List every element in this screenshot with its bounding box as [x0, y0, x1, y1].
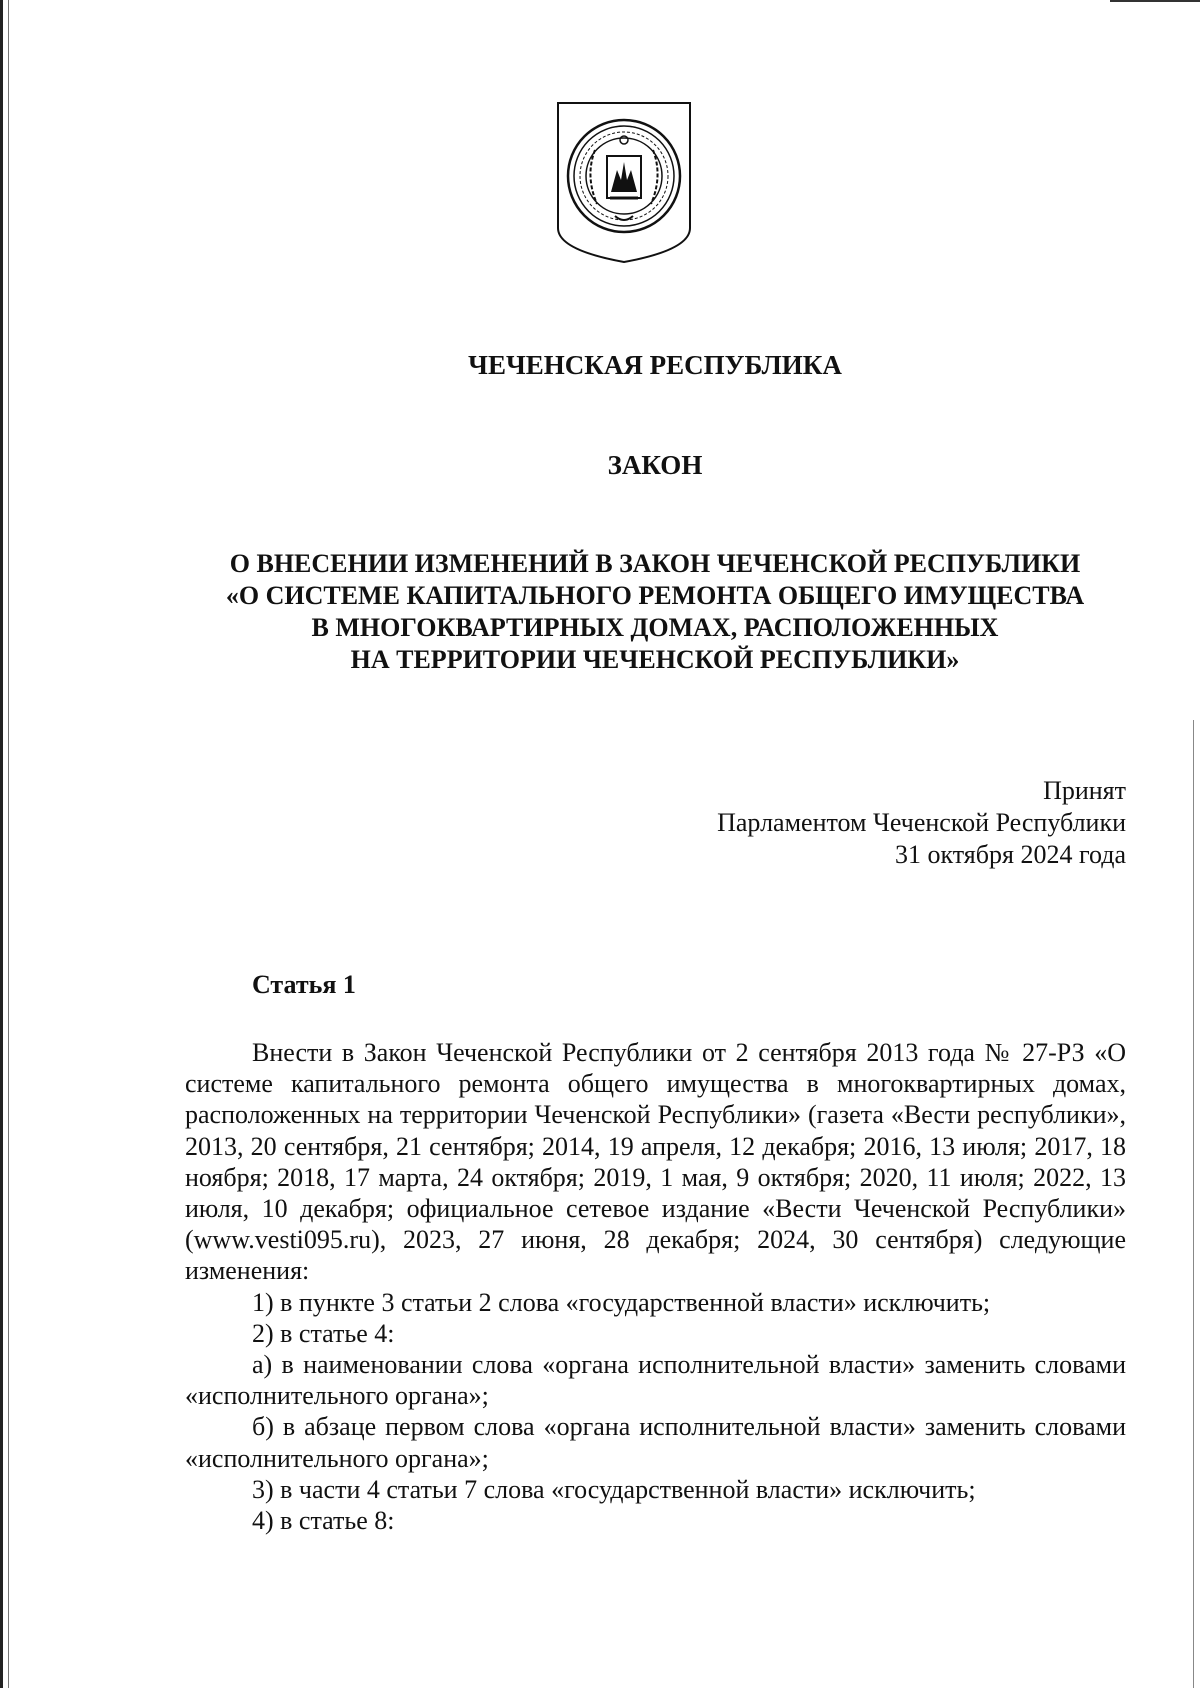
law-title-line: В МНОГОКВАРТИРНЫХ ДОМАХ, РАСПОЛОЖЕННЫХ [311, 613, 999, 642]
adoption-line: Принят [1043, 776, 1126, 805]
law-title-line: «О СИСТЕМЕ КАПИТАЛЬНОГО РЕМОНТА ОБЩЕГО ИМУЩЕСТВА [225, 581, 1085, 610]
document-type: ЗАКОН [607, 450, 703, 480]
article-paragraph: 2) в статье 4: [252, 1318, 395, 1348]
law-title-line: НА ТЕРРИТОРИИ ЧЕЧЕНСКОЙ РЕСПУБЛИКИ» [350, 645, 960, 674]
article-body [185, 1037, 1126, 1536]
article-paragraph: б) в абзаце первом слова «органа исполнительной власти» заменить словами «исполнительного органа»; [185, 1412, 1126, 1473]
article-paragraph: Внести в Закон Чеченской Республики от 2 сентября 2013 года № 27-РЗ «О системе капитального ремонта общего имущества в многоквартирных домах, расположенных на территории Чеченской Республики» (газета «Вести республики», 2013, 20 сентября, 21 сентября; 2014, 19 апреля, 12 декабря; 2016, 13 июля; 2017, 18 ноября; 2018, 17 марта, 24 октября; 2019, 1 мая, 9 октября; 2020, 11 июля; 2022, 13 июля, 10 декабря; официальное сетевое издание «Вести Чеченской Республики» (www.vesti095.ru), 2023, 27 июня, 28 декабря; 2024, 30 сентября) следующие изменения: [185, 1038, 1126, 1286]
scan-mark-top-right [1110, 0, 1200, 2]
article-heading: Статья 1 [252, 970, 356, 999]
scan-border-left [0, 0, 3, 1688]
scan-border-left-inner [8, 0, 9, 1688]
adoption-line: Парламентом Чеченской Республики [717, 808, 1126, 837]
republic-name: ЧЕЧЕНСКАЯ РЕСПУБЛИКА [468, 350, 842, 380]
article-paragraph: а) в наименовании слова «органа исполнительной власти» заменить словами «исполнительного органа»; [185, 1350, 1126, 1411]
article-paragraph: 4) в статье 8: [252, 1506, 395, 1536]
article-paragraph: 1) в пункте 3 статьи 2 слова «государственной власти» исключить; [252, 1287, 991, 1317]
law-title-line: О ВНЕСЕНИИ ИЗМЕНЕНИЙ В ЗАКОН ЧЕЧЕНСКОЙ РЕСПУБЛИКИ [229, 549, 1081, 578]
adoption-date: 31 октября 2024 года [895, 840, 1126, 869]
coat-of-arms-icon [555, 100, 693, 266]
article-paragraph: 3) в части 4 статьи 7 слова «государственной власти» исключить; [252, 1474, 976, 1504]
adoption-block [717, 775, 1126, 871]
scan-border-right [1193, 720, 1194, 1688]
law-title [150, 548, 1160, 676]
